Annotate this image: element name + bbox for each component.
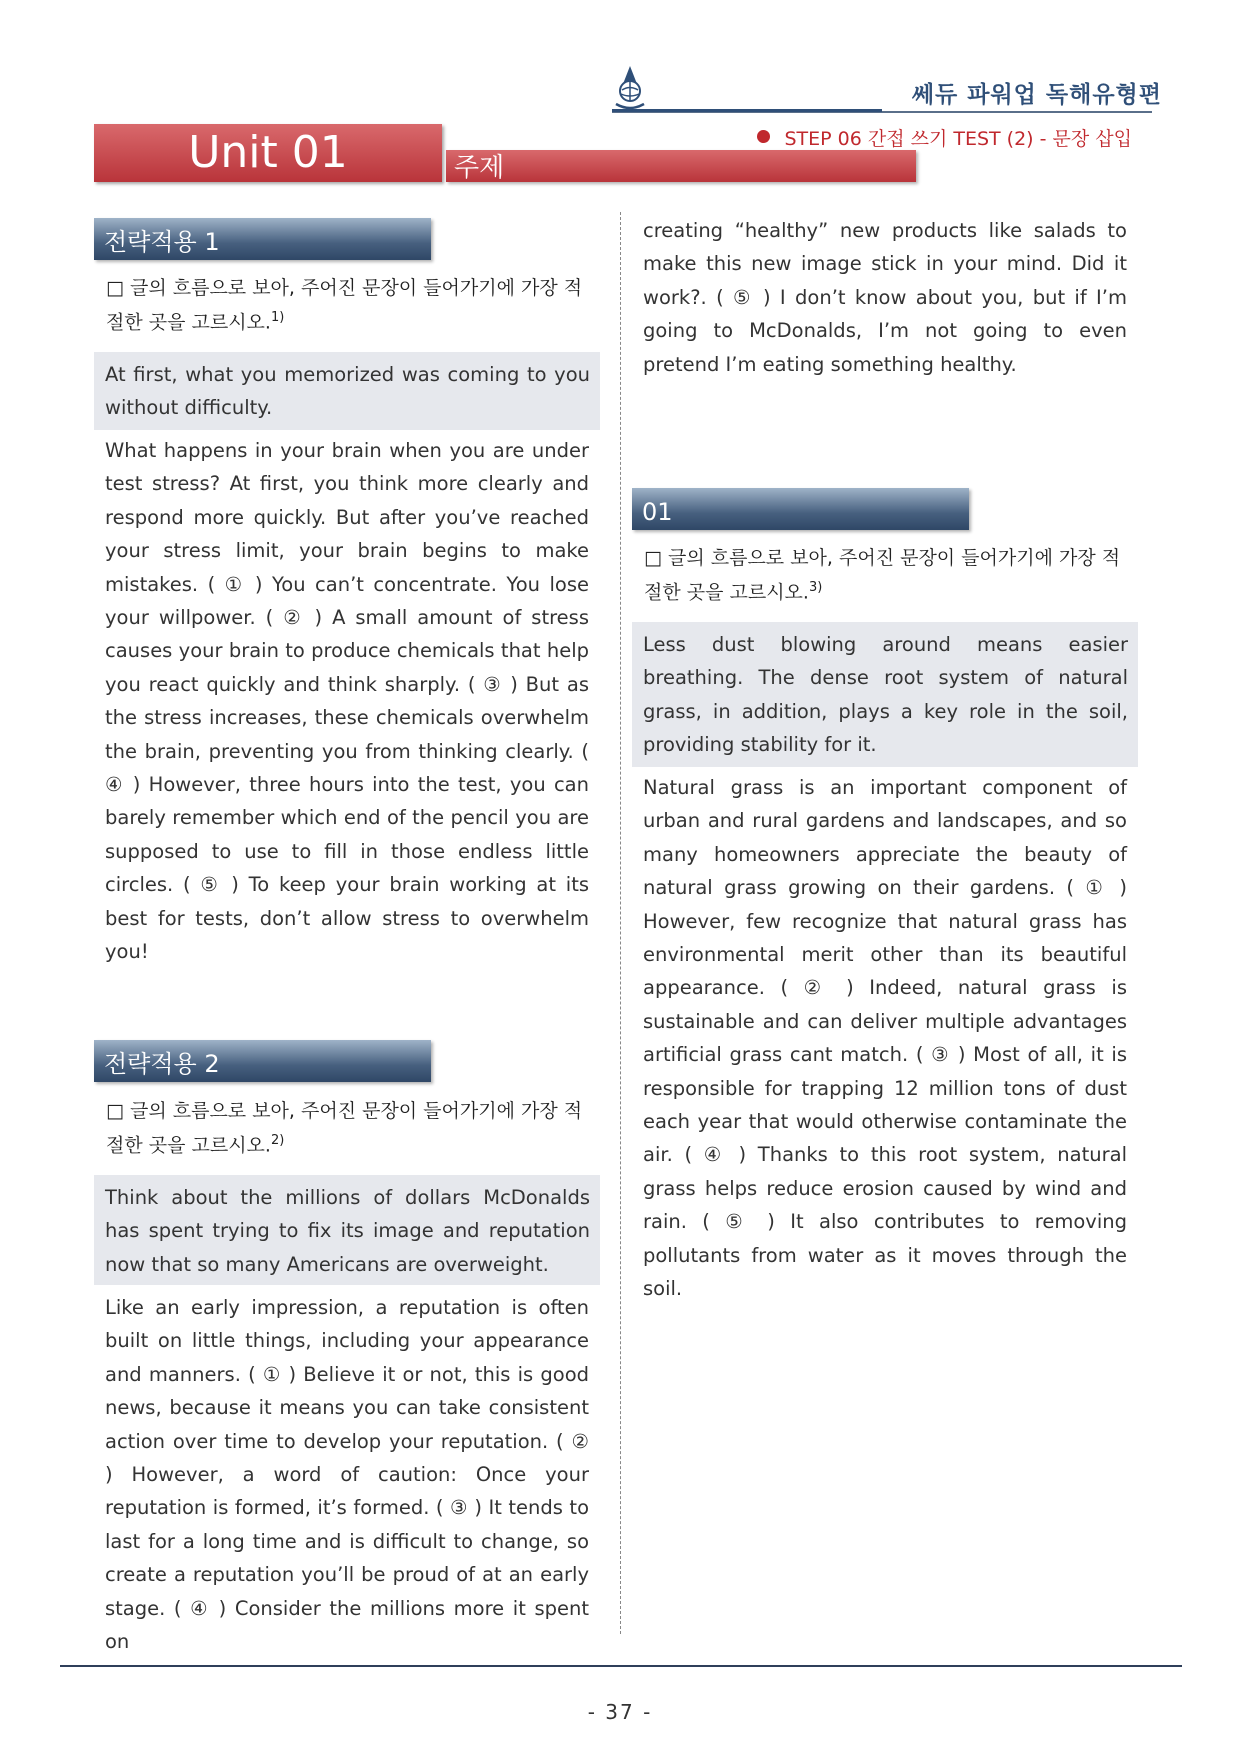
passage-2: Like an early impression, a reputation is often built on little things, including your appearance and manners. ( ① ) Believe it or not, this is good news, because it means you can take consistent action over time to develop your reputation. ( ② ) However, a word of caution: Once your reputation is formed, it’s formed. ( ③ ) It tends to last for a long time and is difficult to change, so create a reputation you’ll be proud of at an early stage. ( ④ ) Consider the millions more it spent on xyxy=(105,1296,589,1654)
section-heading-3: 01 xyxy=(632,488,969,530)
step-text: STEP 06 간접 쓰기 TEST (2) - 문장 삽입 xyxy=(784,128,1132,150)
section-heading-1: 전략적용 1 xyxy=(94,218,431,260)
series-title: 쎄듀 파워업 독해유형편 xyxy=(911,82,1162,108)
step-label xyxy=(757,124,1132,151)
given-sentence-2: Think about the millions of dollars McDonalds has spent trying to fix its image and reputation now that so many Americans are overweight. xyxy=(94,1175,600,1285)
header-rule-accent xyxy=(612,109,882,112)
given-sentence-1: At first, what you memorized was coming to you without difficulty. xyxy=(94,352,600,430)
footer-rule xyxy=(60,1665,1182,1667)
footnote-3: 3) xyxy=(808,580,823,595)
instruction-1: □ 글의 흐름으로 보아, 주어진 문장이 들어가기에 가장 적절한 곳을 고르시오.$^{1)}$ xyxy=(106,277,583,334)
footnote-1: 1) xyxy=(270,310,285,325)
quill-globe-logo-icon xyxy=(612,64,648,110)
passage-3: Natural grass is an important component of urban and rural gardens and landscapes, and so many homeowners appreciate the beauty of natural grass growing on their gardens. ( ① ) However, few recognize that natural grass has environmental merit other than its beautiful appearance. ( ② ) Indeed, natural grass is sustainable and can deliver multiple advantages artificial grass cant match. ( ③ ) Most of all, it is responsible for trapping 12 million tons of dust each year that would otherwise contaminate the air. ( ④ ) Thanks to this root system, natural grass helps reduce erosion caused by wind and rain. ( ⑤ ) It also contributes to removing pollutants from water as it moves through the soil. xyxy=(643,776,1127,1301)
page-number: - 37 - xyxy=(587,1700,653,1724)
section-heading-2: 전략적용 2 xyxy=(94,1040,431,1082)
footnote-2: 2) xyxy=(270,1133,285,1148)
unit-title: Unit 01 xyxy=(94,124,442,182)
column-divider xyxy=(620,212,621,1634)
bullet-dot-icon xyxy=(757,130,770,143)
given-sentence-3: Less dust blowing around means easier breathing. The dense root system of natural grass, in addition, plays a key role in the soil, providing stability for it. xyxy=(632,622,1138,767)
passage-1: What happens in your brain when you are under test stress? At first, you think more clearly and respond more quickly. But after you’ve reached your stress limit, your brain begins to make mistakes. ( ① ) You can’t concentrate. You lose your willpower. ( ② ) A small amount of stress causes your brain to produce chemicals that help you react quickly and think sharply. ( ③ ) But as the stress increases, these chemicals overwhelm the brain, preventing you from thinking clearly. ( ④ ) However, three hours into the test, you can barely remember which end of the pencil you are supposed to use to fill in those endless little circles. ( ⑤ ) To keep your brain working at its best for tests, don’t allow stress to overwhelm you! xyxy=(105,439,589,964)
instruction-3: □ 글의 흐름으로 보아, 주어진 문장이 들어가기에 가장 적절한 곳을 고르시오.$^{3)}$ xyxy=(644,547,1121,604)
passage-2-continuation: creating “healthy” new products like salads to make this new image stick in your mind. Did it work?. ( ⑤ ) I don’t know about you, but if I’m going to McDonalds, I’m not going to even pretend I’m eating something healthy. xyxy=(643,219,1127,376)
topic-label: 주제 xyxy=(446,150,916,182)
instruction-2: □ 글의 흐름으로 보아, 주어진 문장이 들어가기에 가장 적절한 곳을 고르시오.$^{2)}$ xyxy=(106,1100,583,1157)
